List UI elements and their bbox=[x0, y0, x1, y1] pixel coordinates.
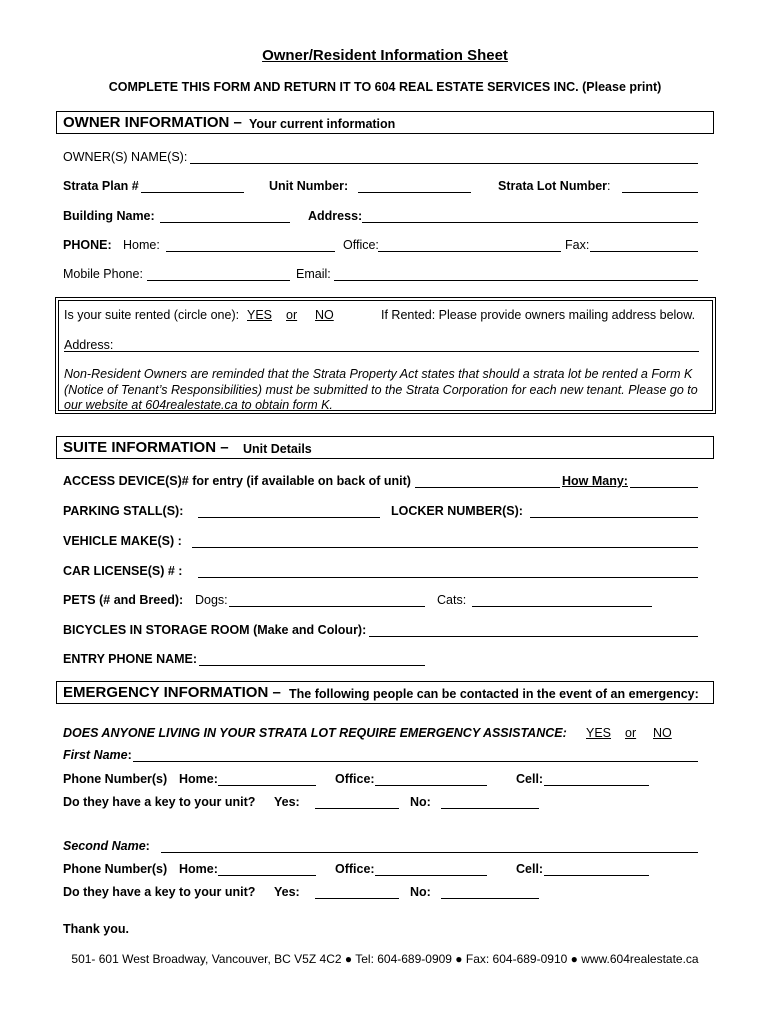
car-license-label: CAR LICENSE(S) # : bbox=[63, 564, 183, 578]
second-key-yes-field[interactable] bbox=[315, 898, 399, 899]
first-key-no-field[interactable] bbox=[441, 808, 539, 809]
first-phone-numbers-label: Phone Number(s) bbox=[63, 772, 168, 786]
first-name-text: First Name bbox=[63, 748, 128, 762]
second-office-label: Office: bbox=[335, 862, 375, 876]
strata-lot-field[interactable] bbox=[622, 192, 698, 193]
home-phone-label: Home: bbox=[123, 238, 160, 252]
strata-plan-label: Strata Plan # bbox=[63, 179, 139, 193]
second-key-question: Do they have a key to your unit? bbox=[63, 885, 256, 899]
second-home-label: Home: bbox=[179, 862, 218, 876]
emergency-assistance-question: DOES ANYONE LIVING IN YOUR STRATA LOT REQUIRE EMERGENCY ASSISTANCE: bbox=[63, 726, 567, 740]
dogs-label: Dogs: bbox=[195, 593, 228, 607]
owner-section-header bbox=[56, 111, 714, 134]
first-cell-label: Cell: bbox=[516, 772, 544, 786]
building-name-field[interactable] bbox=[160, 222, 290, 223]
emergency-section-header bbox=[56, 681, 714, 704]
emergency-no-option[interactable]: NO bbox=[653, 726, 672, 740]
emergency-section-subtitle: The following people can be contacted in the event of an emergency: bbox=[289, 687, 699, 701]
second-home-field[interactable] bbox=[218, 875, 316, 876]
cats-field[interactable] bbox=[472, 606, 652, 607]
parking-stall-label: PARKING STALL(S): bbox=[63, 504, 184, 518]
email-label: Email: bbox=[296, 267, 331, 281]
office-phone-label: Office: bbox=[343, 238, 379, 252]
rented-or-text: or bbox=[286, 308, 298, 322]
rented-question: Is your suite rented (circle one): bbox=[64, 308, 240, 322]
rented-yes-option[interactable]: YES bbox=[247, 308, 273, 322]
suite-section-subtitle: Unit Details bbox=[243, 442, 312, 456]
form-instruction: COMPLETE THIS FORM AND RETURN IT TO 604 REAL ESTATE SERVICES INC. (Please print) bbox=[108, 80, 662, 94]
first-home-field[interactable] bbox=[218, 785, 316, 786]
first-key-yes-label: Yes: bbox=[274, 795, 300, 809]
access-device-field[interactable] bbox=[415, 487, 560, 488]
second-name-label bbox=[63, 839, 150, 853]
home-phone-field[interactable] bbox=[166, 251, 335, 252]
second-name-field[interactable] bbox=[161, 852, 698, 853]
suite-section-header bbox=[56, 436, 714, 459]
phone-label: PHONE: bbox=[63, 238, 112, 252]
cats-label: Cats: bbox=[437, 593, 467, 607]
entry-phone-name-field[interactable] bbox=[199, 665, 425, 666]
second-key-no-label: No: bbox=[410, 885, 431, 899]
first-name-colon: : bbox=[127, 748, 132, 762]
second-key-no-field[interactable] bbox=[441, 898, 539, 899]
strata-lot-text: Strata Lot Number bbox=[498, 179, 608, 193]
entry-phone-name-label: ENTRY PHONE NAME: bbox=[63, 652, 198, 666]
office-phone-field[interactable] bbox=[378, 251, 561, 252]
email-field[interactable] bbox=[334, 280, 698, 281]
notice-line-1: Non-Resident Owners are reminded that the Strata Property Act states that should a strata lot be rented a Form K bbox=[64, 367, 693, 381]
thank-you-text: Thank you. bbox=[63, 922, 129, 936]
dogs-field[interactable] bbox=[229, 606, 425, 607]
unit-number-label: Unit Number: bbox=[269, 179, 349, 193]
notice-line-2: (Notice of Tenant’s Responsibilities) must be submitted to the Strata Corporation for each new tenant. Please go to bbox=[64, 383, 698, 397]
rented-no-option[interactable]: NO bbox=[315, 308, 334, 322]
unit-number-field[interactable] bbox=[358, 192, 471, 193]
fax-label: Fax: bbox=[565, 238, 590, 252]
footer-contact: 501- 601 West Broadway, Vancouver, BC V5Z 4C2 ● Tel: 604-689-0909 ● Fax: 604-689-0910 ● www.604realestate.ca bbox=[71, 952, 699, 966]
second-key-yes-label: Yes: bbox=[274, 885, 300, 899]
suite-section-title: SUITE INFORMATION – bbox=[63, 439, 229, 456]
first-office-field[interactable] bbox=[375, 785, 487, 786]
emergency-yes-option[interactable]: YES bbox=[586, 726, 612, 740]
vehicle-make-label: VEHICLE MAKE(S) : bbox=[63, 534, 182, 548]
owner-section-subtitle: Your current information bbox=[249, 117, 396, 131]
bicycles-field[interactable] bbox=[369, 636, 698, 637]
second-name-colon: : bbox=[145, 839, 150, 853]
first-home-label: Home: bbox=[179, 772, 218, 786]
car-license-field[interactable] bbox=[198, 577, 698, 578]
second-office-field[interactable] bbox=[375, 875, 487, 876]
notice-line-3: our website at 604realestate.ca to obtain form K. bbox=[64, 398, 333, 412]
locker-number-label: LOCKER NUMBER(S): bbox=[391, 504, 523, 518]
first-office-label: Office: bbox=[335, 772, 375, 786]
how-many-field[interactable] bbox=[630, 487, 698, 488]
locker-number-field[interactable] bbox=[530, 517, 698, 518]
address-label: Address: bbox=[308, 209, 363, 223]
bicycles-label: BICYCLES IN STORAGE ROOM (Make and Colour): bbox=[63, 623, 367, 637]
page-title: Owner/Resident Information Sheet bbox=[262, 47, 508, 64]
strata-lot-colon: : bbox=[607, 179, 611, 193]
first-name-field[interactable] bbox=[133, 761, 698, 762]
first-key-no-label: No: bbox=[410, 795, 431, 809]
if-rented-note: If Rented: Please provide owners mailing address below. bbox=[381, 308, 696, 322]
parking-stall-field[interactable] bbox=[198, 517, 380, 518]
strata-lot-label bbox=[498, 179, 611, 193]
second-cell-label: Cell: bbox=[516, 862, 544, 876]
vehicle-make-field[interactable] bbox=[192, 547, 698, 548]
pets-label: PETS (# and Breed): bbox=[63, 593, 184, 607]
emergency-section-title: EMERGENCY INFORMATION – bbox=[63, 684, 281, 701]
strata-plan-field[interactable] bbox=[141, 192, 244, 193]
building-name-label: Building Name: bbox=[63, 209, 155, 223]
owners-name-label: OWNER(S) NAME(S): bbox=[63, 150, 188, 164]
owner-section-title: OWNER INFORMATION – bbox=[63, 114, 242, 131]
mobile-phone-label: Mobile Phone: bbox=[63, 267, 143, 281]
first-key-yes-field[interactable] bbox=[315, 808, 399, 809]
owners-name-field[interactable] bbox=[190, 163, 698, 164]
mailing-address-field[interactable] bbox=[64, 351, 699, 352]
how-many-label: How Many: bbox=[562, 474, 628, 488]
first-key-question: Do they have a key to your unit? bbox=[63, 795, 256, 809]
second-cell-field[interactable] bbox=[544, 875, 649, 876]
mailing-address-label: Address: bbox=[64, 338, 114, 352]
fax-field[interactable] bbox=[590, 251, 698, 252]
address-field[interactable] bbox=[362, 222, 698, 223]
first-cell-field[interactable] bbox=[544, 785, 649, 786]
first-name-label bbox=[63, 748, 132, 762]
rented-section bbox=[58, 300, 713, 411]
second-phone-numbers-label: Phone Number(s) bbox=[63, 862, 168, 876]
second-name-text: Second Name bbox=[63, 839, 146, 853]
emergency-or-text: or bbox=[625, 726, 637, 740]
access-device-label: ACCESS DEVICE(S)# for entry (if available on back of unit) bbox=[63, 474, 411, 488]
mobile-phone-field[interactable] bbox=[147, 280, 290, 281]
